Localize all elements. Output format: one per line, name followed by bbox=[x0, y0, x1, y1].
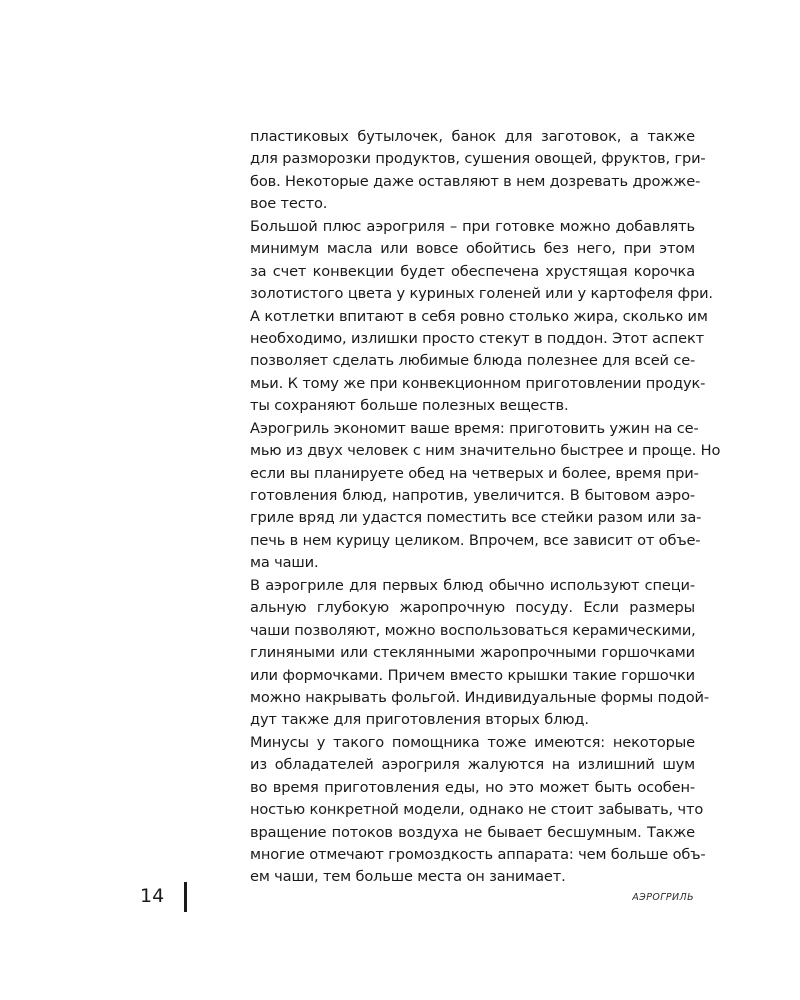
text-line: пластиковых бутылочек, банок для заготовок, а также bbox=[250, 128, 695, 145]
text-line: альную глубокую жаропрочную посуду. Если размеры bbox=[250, 599, 695, 617]
text-line: из обладателей аэрогриля жалуются на излишний шум bbox=[250, 756, 695, 774]
text-line: бов. Некоторые даже оставляют в нем дозревать дрожже- bbox=[250, 172, 701, 190]
text-line: Аэрогриль экономит ваше время: приготовить ужин на се- bbox=[250, 419, 699, 437]
text-line: мьи. К тому же при конвекционном приготовлении продук- bbox=[250, 374, 706, 392]
text-line: ностью конкретной модели, однако не стоит забывать, что bbox=[250, 801, 704, 819]
text-line: мью из двух человек с ним значительно быстрее и проще. Но bbox=[250, 442, 721, 460]
text-line: глиняными или стеклянными жаропрочными горшочками bbox=[250, 644, 695, 662]
text-line: необходимо, излишки просто стекут в поддон. Этот аспект bbox=[250, 329, 705, 347]
text-line: печь в нем курицу целиком. Впрочем, все зависит от объе- bbox=[250, 531, 701, 549]
text-line: Большой плюс аэрогриля – при готовке можно добавлять bbox=[250, 217, 695, 235]
page-number: 14 bbox=[140, 885, 165, 907]
text-line: за счет конвекции будет обеспечена хрустящая корочка bbox=[250, 262, 695, 280]
text-line: во время приготовления еды, но это может быть особен- bbox=[250, 778, 695, 796]
text-line: гриле вряд ли удастся поместить все стейки разом или за- bbox=[250, 509, 702, 527]
text-line: готовления блюд, напротив, увеличится. В бытовом аэро- bbox=[250, 487, 695, 504]
text-line: чаши позволяют, можно воспользоваться керамическими, bbox=[250, 621, 696, 639]
text-line: дут также для приготовления вторых блюд. bbox=[250, 711, 589, 729]
running-title: АЭРОГРИЛЬ bbox=[632, 892, 694, 903]
text-line: ем чаши, тем больше места он занимает. bbox=[250, 868, 566, 886]
body-text bbox=[250, 126, 721, 889]
text-line: позволяет сделать любимые блюда полезнее для всей се- bbox=[250, 352, 696, 370]
text-line: если вы планируете обед на четверых и более, время при- bbox=[250, 464, 699, 482]
text-line: Минусы у такого помощника тоже имеются: некоторые bbox=[250, 733, 695, 751]
text-line: или формочками. Причем вместо крышки такие горшочки bbox=[250, 666, 695, 684]
text-line: вращение потоков воздуха не бывает бесшумным. Также bbox=[250, 823, 695, 841]
text-line: многие отмечают громоздкость аппарата: чем больше объ- bbox=[250, 846, 706, 863]
text-line: В аэрогриле для первых блюд обычно используют специ- bbox=[250, 576, 695, 594]
text-line: ма чаши. bbox=[250, 554, 319, 572]
text-line: вое тесто. bbox=[250, 195, 328, 213]
page-number-divider bbox=[184, 882, 187, 912]
text-line: ты сохраняют больше полезных веществ. bbox=[250, 397, 569, 415]
text-line: золотистого цвета у куриных голеней или у картофеля фри. bbox=[250, 285, 713, 303]
text-line: А котлетки впитают в себя ровно столько жира, сколько им bbox=[250, 307, 708, 325]
text-line: для разморозки продуктов, сушения овощей, фруктов, гри- bbox=[250, 150, 706, 168]
text-line: можно накрывать фольгой. Индивидуальные формы подой- bbox=[250, 688, 709, 706]
text-line: минимум масла или вовсе обойтись без него, при этом bbox=[250, 240, 695, 258]
